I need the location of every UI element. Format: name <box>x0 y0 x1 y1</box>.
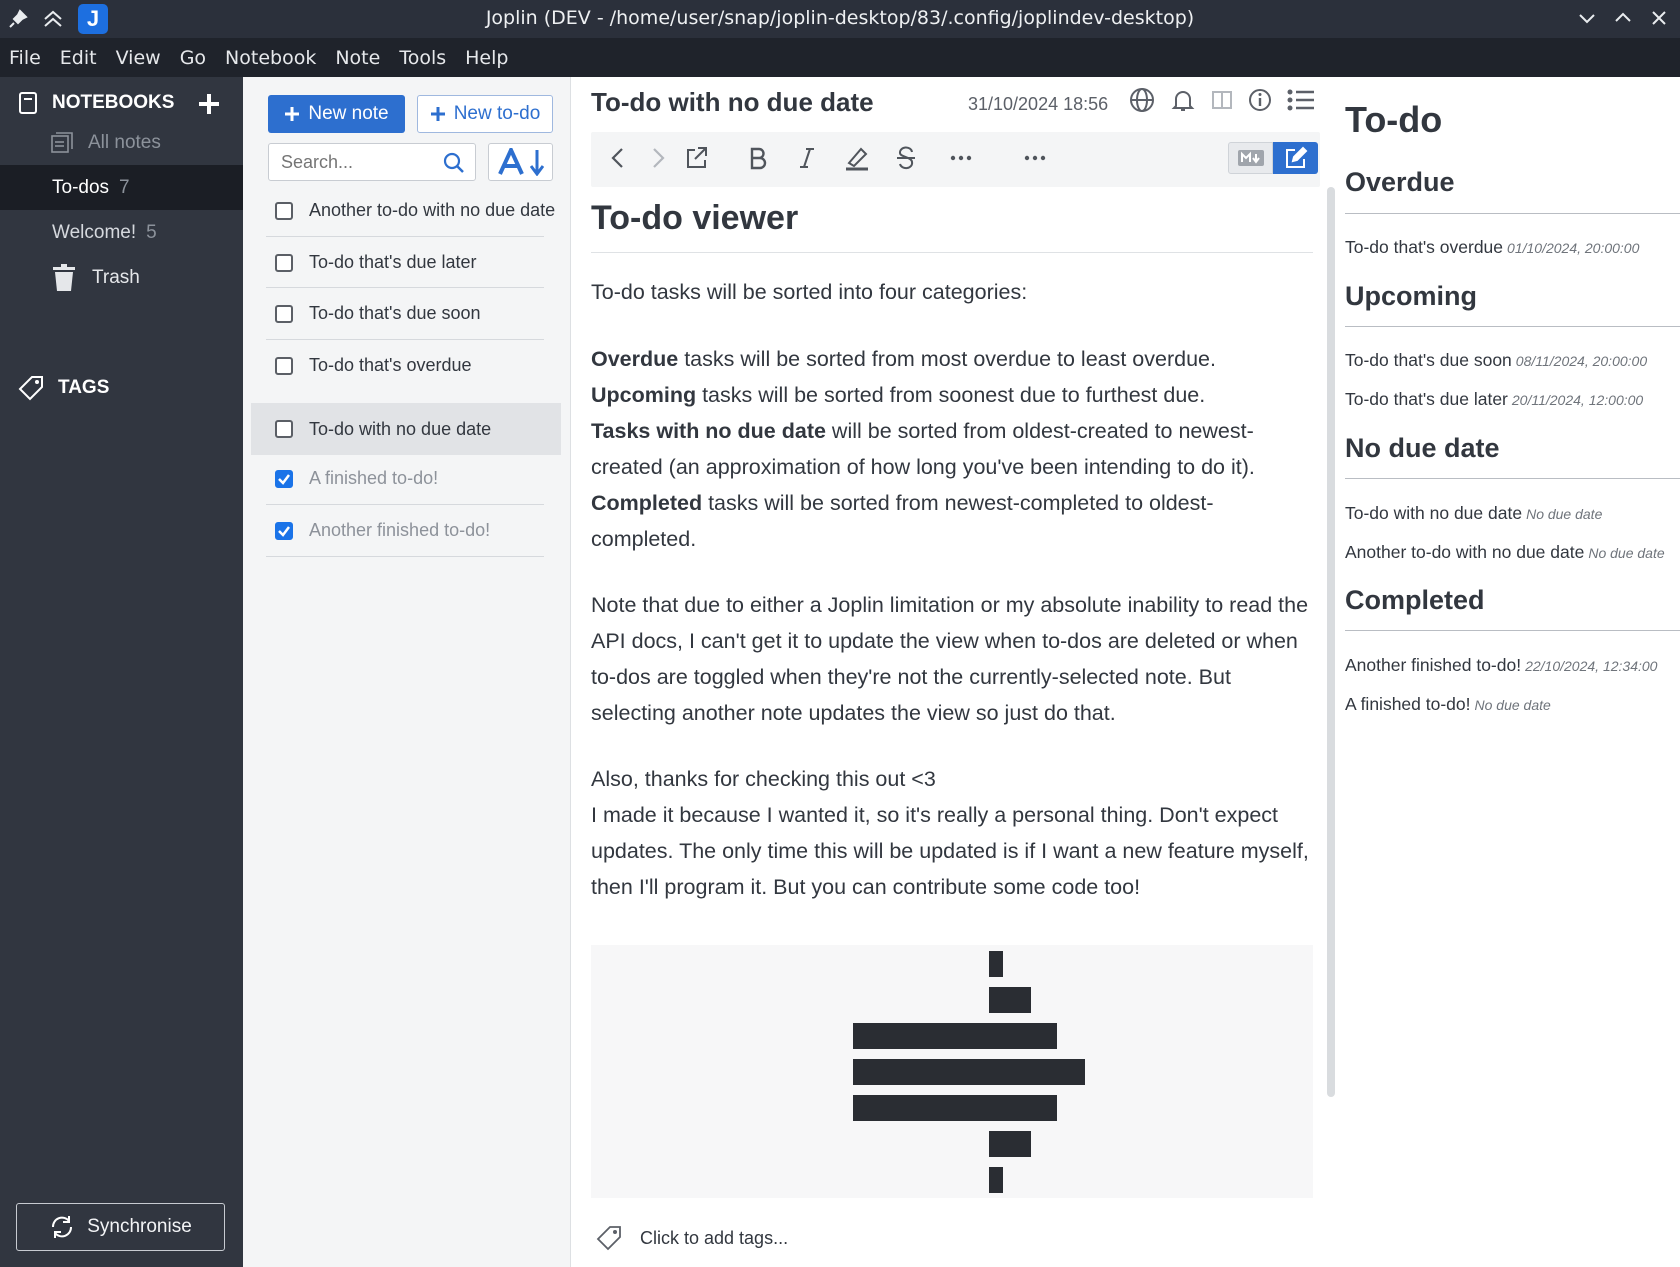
todo-name: Another to-do with no due date <box>1345 542 1585 562</box>
edit-icon <box>1284 146 1308 170</box>
divider <box>1345 630 1680 631</box>
todo-viewer-panel <box>1340 77 1680 1267</box>
tag-bar[interactable] <box>596 1225 788 1251</box>
ascii-art-bar <box>853 1059 1085 1085</box>
search-icon[interactable] <box>443 152 465 174</box>
notebooks-label: NOTEBOOKS <box>52 92 175 113</box>
rule-text: tasks will be sorted from most overdue to least overdue. <box>678 347 1216 371</box>
ascii-art-bar <box>853 1023 1057 1049</box>
menu-bar <box>0 38 1680 77</box>
menu-note[interactable]: Note <box>335 46 381 69</box>
todo-due: 22/10/2024, 12:34:00 <box>1525 658 1658 674</box>
sidebar-item-all-notes[interactable] <box>0 120 243 165</box>
section-heading-upcoming: Upcoming <box>1345 281 1477 311</box>
section-heading-overdue: Overdue <box>1345 167 1455 197</box>
sort-alpha-icon[interactable] <box>498 148 524 176</box>
divider <box>1345 213 1680 214</box>
note-list-item[interactable] <box>251 237 561 288</box>
add-notebook-icon[interactable] <box>196 91 222 117</box>
todo-checkbox[interactable] <box>275 202 293 220</box>
todo-checkbox[interactable] <box>275 254 293 272</box>
note-date: 31/10/2024 18:56 <box>968 94 1109 114</box>
search-box <box>268 143 476 181</box>
limitation-paragraph: Note that due to either a Joplin limitation or my absolute inability to read the API docs, I can't get it to update the view when to-dos are deleted or when to-dos are toggled when they're not the currently-selected note. But selecting another note updates the view so just do that. <box>591 593 1309 725</box>
todo-checkbox-checked[interactable] <box>275 470 293 488</box>
rich-text-mode-button[interactable] <box>1273 142 1318 174</box>
note-title: Another to-do with no due date <box>309 200 556 220</box>
section-heading-no-due-date: No due date <box>1345 433 1500 463</box>
todo-name: A finished to-do! <box>1345 694 1471 714</box>
ascii-art-bar <box>853 1095 1057 1121</box>
editor-toolbar <box>591 132 1320 187</box>
thanks-line: Also, thanks for checking this out <3 <box>591 767 936 791</box>
layout-icon[interactable] <box>1211 89 1233 111</box>
markdown-icon <box>1237 149 1265 167</box>
sidebar-item-count: 7 <box>119 176 130 198</box>
italic-icon[interactable] <box>797 145 817 171</box>
more-icon[interactable] <box>949 145 973 171</box>
note-list-item[interactable] <box>251 288 561 339</box>
rule-term: Completed <box>591 491 703 515</box>
sidebar-item-trash[interactable] <box>0 255 243 300</box>
todo-entry[interactable] <box>1345 389 1643 410</box>
strikethrough-icon[interactable] <box>895 145 917 171</box>
divider <box>1345 326 1680 327</box>
note-list-item[interactable] <box>251 453 561 504</box>
menu-help[interactable]: Help <box>465 46 509 69</box>
markdown-mode-button[interactable] <box>1228 142 1273 174</box>
section-heading-completed: Completed <box>1345 585 1485 615</box>
todo-due: 01/10/2024, 20:00:00 <box>1507 240 1640 256</box>
note-list-item[interactable] <box>251 505 561 556</box>
ascii-art-bar <box>989 1131 1031 1157</box>
note-list-item[interactable] <box>251 340 561 391</box>
note-list-panel <box>243 77 571 1267</box>
todo-entry[interactable] <box>1345 694 1551 715</box>
rule-term: Upcoming <box>591 383 697 407</box>
info-icon[interactable] <box>1248 88 1272 112</box>
joplin-app-icon: J <box>78 4 108 34</box>
note-title: To-do that's due later <box>309 252 477 272</box>
tags-label: TAGS <box>58 377 110 398</box>
sync-icon <box>49 1214 75 1240</box>
todo-checkbox-checked[interactable] <box>275 522 293 540</box>
menu-edit[interactable]: Edit <box>59 46 97 69</box>
menu-tools[interactable]: Tools <box>399 46 447 69</box>
rule-text: tasks will be sorted from soonest due to furthest due. <box>696 383 1206 407</box>
window-titlebar <box>0 0 1680 38</box>
note-editor <box>572 77 1340 1267</box>
ascii-art-block <box>591 945 1313 1198</box>
rule-text: tasks will be sorted from newest-completed to oldest-completed. <box>591 491 1214 551</box>
add-tags-label[interactable]: Click to add tags... <box>640 1227 789 1248</box>
divider <box>1345 478 1680 479</box>
tags-header[interactable] <box>18 375 109 401</box>
todo-entry[interactable] <box>1345 655 1657 676</box>
todo-entry[interactable] <box>1345 503 1602 524</box>
window-title: Joplin (DEV - /home/user/snap/joplin-desktop/83/.config/joplindev-desktop) <box>485 7 1195 29</box>
note-title: Another finished to-do! <box>309 520 491 540</box>
todo-name: Another finished to-do! <box>1345 655 1522 675</box>
sidebar-item-count: 5 <box>146 221 157 243</box>
plus-icon <box>284 106 300 122</box>
bold-icon[interactable] <box>748 145 768 171</box>
ascii-art-bar <box>989 987 1031 1013</box>
search-input[interactable] <box>269 144 434 180</box>
sidebar-item-label: Welcome! <box>52 221 137 243</box>
todo-due: No due date <box>1526 506 1603 522</box>
todo-due: No due date <box>1588 545 1665 561</box>
rule-text: will be sorted from oldest-created to newest-created (an approximation of how long you've been intending to do it). <box>591 419 1255 479</box>
sync-label: Synchronise <box>87 1216 192 1237</box>
todo-checkbox[interactable] <box>275 357 293 375</box>
notebooks-header[interactable] <box>18 91 174 115</box>
plus-icon <box>430 106 446 122</box>
todo-name: To-do that's due soon <box>1345 350 1512 370</box>
list-icon[interactable] <box>1287 87 1315 113</box>
external-edit-icon[interactable] <box>685 145 709 171</box>
minimize-icon[interactable] <box>1576 7 1598 29</box>
tag-icon <box>596 1225 622 1251</box>
trash-icon <box>52 264 76 292</box>
todo-name: To-do that's due later <box>1345 389 1508 409</box>
todo-entry[interactable] <box>1345 237 1639 258</box>
forward-icon[interactable] <box>647 145 669 171</box>
todo-due: 20/11/2024, 12:00:00 <box>1511 392 1644 408</box>
all-notes-icon <box>50 132 74 154</box>
todo-name: To-do with no due date <box>1345 503 1523 523</box>
new-todo-button[interactable] <box>417 95 553 133</box>
note-title: To-do with no due date <box>309 418 492 439</box>
note-list-item[interactable] <box>251 185 561 236</box>
close-icon[interactable] <box>1648 7 1670 29</box>
divider <box>266 556 544 557</box>
note-title: A finished to-do! <box>309 468 439 488</box>
todo-entry[interactable] <box>1345 350 1647 371</box>
new-note-label: New note <box>308 103 389 124</box>
menu-file[interactable]: File <box>9 46 41 69</box>
closing-paragraph: I made it because I wanted it, so it's really a personal thing. Don't expect updates. The only time this will be updated is if I want a new feature myself, then I'll program it. But you can contribute some code too! <box>591 803 1309 899</box>
synchronise-button[interactable] <box>16 1203 225 1251</box>
sidebar <box>0 77 243 1267</box>
intro-paragraph: To-do tasks will be sorted into four categories: <box>591 280 1028 304</box>
new-todo-label: New to-do <box>453 103 541 124</box>
todo-entry[interactable] <box>1345 542 1665 563</box>
more-options-icon[interactable] <box>1023 145 1047 171</box>
check-icon <box>277 524 291 538</box>
sort-toggle[interactable] <box>488 143 553 181</box>
ascii-art-bar <box>989 951 1003 977</box>
panel-title: To-do <box>1345 99 1443 140</box>
todo-due: 08/11/2024, 20:00:00 <box>1515 353 1648 369</box>
maximize-icon[interactable] <box>1612 7 1634 29</box>
note-heading: To-do viewer <box>591 199 1313 253</box>
menu-go[interactable]: Go <box>179 46 207 69</box>
note-title: To-do that's due soon <box>309 303 481 323</box>
todo-due: No due date <box>1474 697 1551 713</box>
new-note-button[interactable] <box>268 95 405 133</box>
todo-checkbox[interactable] <box>275 420 293 438</box>
todo-name: To-do that's overdue <box>1345 237 1504 257</box>
sidebar-item-label: All notes <box>88 131 161 153</box>
sidebar-item-label: To-dos <box>52 176 110 198</box>
note-viewer <box>591 195 1313 905</box>
alarm-icon[interactable] <box>1170 87 1196 113</box>
menu-notebook[interactable]: Notebook <box>225 46 317 69</box>
rules-paragraph <box>591 341 1313 557</box>
rule-term: Overdue <box>591 347 679 371</box>
todo-checkbox[interactable] <box>275 305 293 323</box>
sort-direction-icon[interactable] <box>530 148 544 176</box>
notebook-icon <box>18 91 38 115</box>
editor-mode-toggle[interactable] <box>1228 142 1318 174</box>
highlight-icon[interactable] <box>844 145 870 171</box>
globe-icon[interactable] <box>1129 87 1155 113</box>
ascii-art-bar <box>989 1167 1003 1193</box>
viewer-scrollbar[interactable] <box>1327 187 1335 1097</box>
rule-term: Tasks with no due date <box>591 419 826 443</box>
tag-icon <box>18 375 44 401</box>
sidebar-item-welcome[interactable] <box>0 210 243 255</box>
note-list-item-selected[interactable] <box>251 403 561 455</box>
note-title-input[interactable]: To-do with no due date <box>591 87 874 117</box>
check-icon <box>277 472 291 486</box>
back-icon[interactable] <box>607 145 629 171</box>
menu-view[interactable]: View <box>115 46 161 69</box>
note-title: To-do that's overdue <box>309 355 472 375</box>
sidebar-item-label: Trash <box>92 266 140 288</box>
sidebar-item-todos[interactable] <box>0 165 243 210</box>
